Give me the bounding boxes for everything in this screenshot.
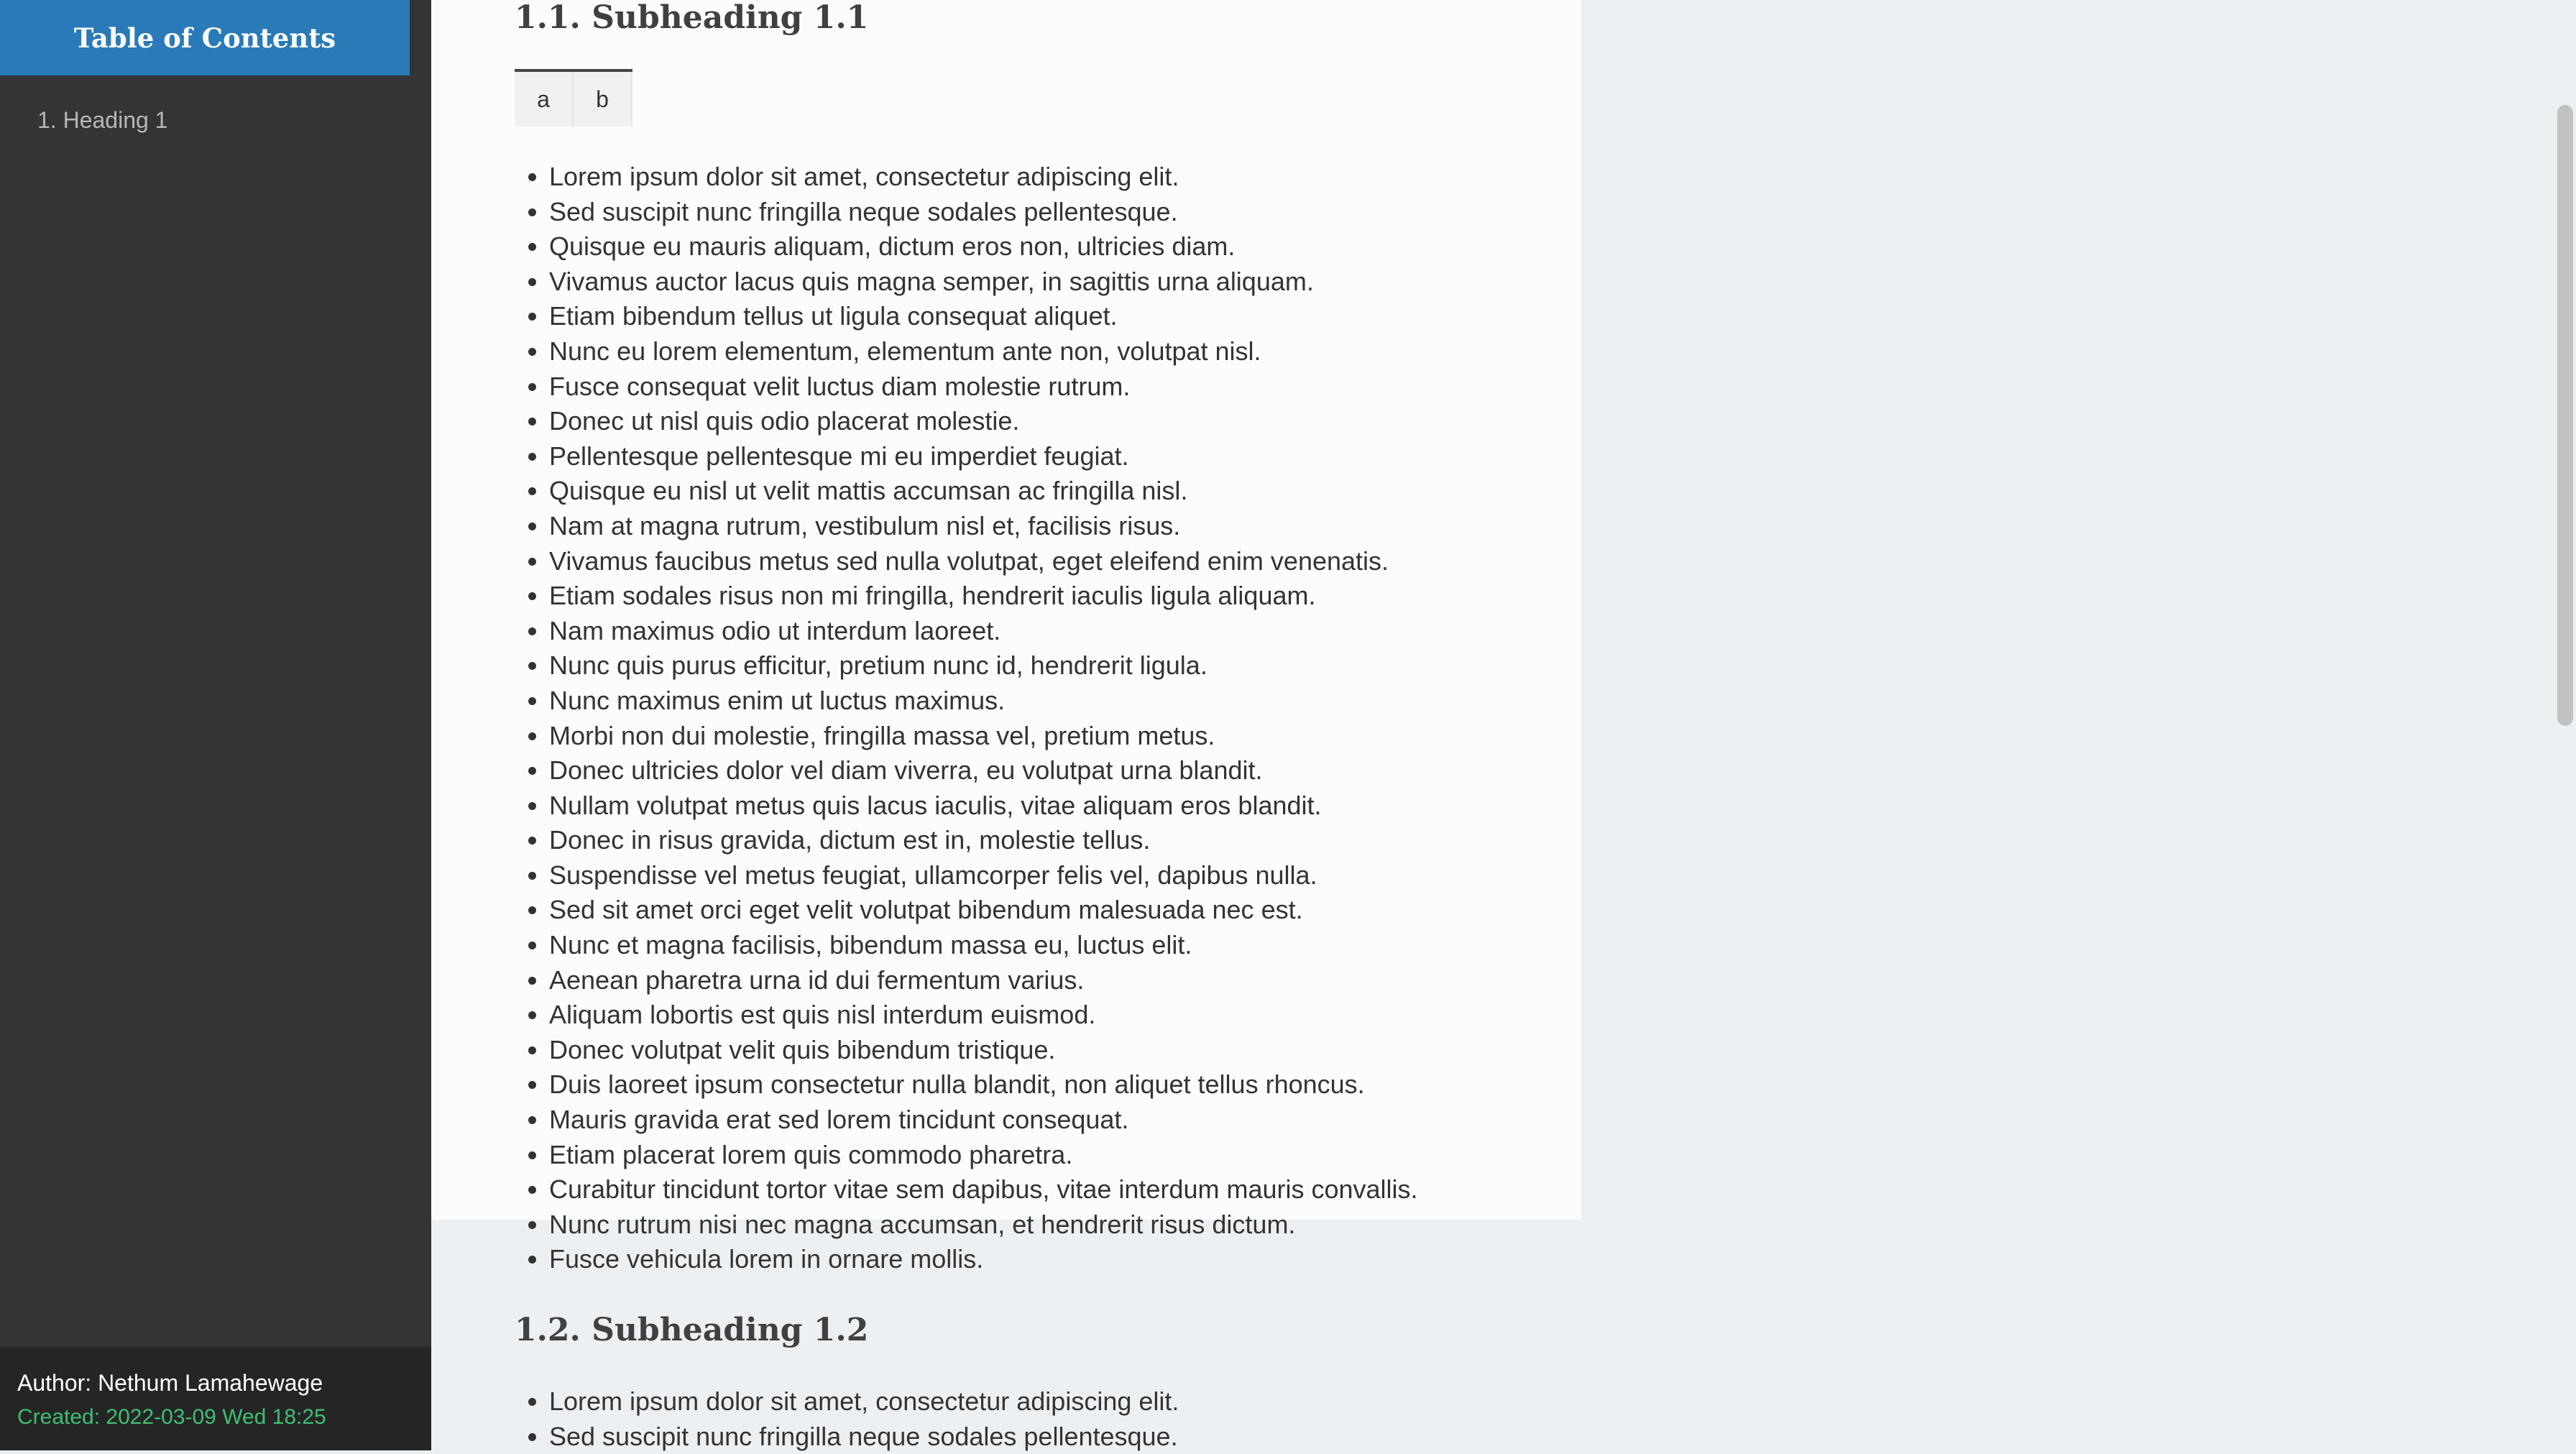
list-item: • Donec in risus gravida, dictum est in, molestie tellus. xyxy=(549,823,1418,858)
sidebar-footer xyxy=(0,1347,431,1450)
list-item: • Lorem ipsum dolor sit amet, consectetur adipiscing elit. xyxy=(549,160,1418,195)
tab-a[interactable]: a xyxy=(515,72,574,126)
scrollbar-thumb[interactable] xyxy=(2557,105,2573,726)
created-date: Created: 2022-03-09 Wed 18:25 xyxy=(17,1405,326,1429)
list-item: • Quisque eu nisl ut velit mattis accumsan ac fringilla nisl. xyxy=(549,474,1418,509)
list-item: • Suspendisse vel metus feugiat, ullamcorper felis vel, dapibus nulla. xyxy=(549,858,1418,893)
tab-bar xyxy=(515,69,632,126)
list-item: • Nullam volutpat metus quis lacus iaculis, vitae aliquam eros blandit. xyxy=(549,788,1418,824)
list-item: • Duis laoreet ipsum consectetur nulla blandit, non aliquet tellus rhoncus. xyxy=(549,1067,1418,1103)
list-item: • Nunc et magna facilisis, bibendum massa eu, luctus elit. xyxy=(549,928,1418,963)
list-item: • Etiam placerat lorem quis commodo pharetra. xyxy=(549,1138,1418,1173)
list-item: • Aliquam lobortis est quis nisl interdum euismod. xyxy=(549,998,1418,1033)
list-item: • Donec ut nisl quis odio placerat molestie. xyxy=(549,404,1418,439)
list-item: • Etiam sodales risus non mi fringilla, hendrerit iaculis ligula aliquam. xyxy=(549,579,1418,614)
bullet-list-2 xyxy=(549,1384,1179,1454)
list-item: • Nam at magna rutrum, vestibulum nisl et, facilisis risus. xyxy=(549,509,1418,544)
toc-list xyxy=(37,104,167,136)
toc-item-heading-1[interactable]: 1. Heading 1 xyxy=(37,107,168,133)
sidebar xyxy=(0,0,431,1450)
list-item: • Mauris gravida erat sed lorem tincidunt consequat. xyxy=(549,1103,1418,1138)
list-item: • Pellentesque pellentesque mi eu imperdiet feugiat. xyxy=(549,439,1418,474)
list-item: • Sed sit amet orci eget velit volutpat bibendum malesuada nec est. xyxy=(549,893,1418,928)
list-item: • Fusce vehicula lorem in ornare mollis. xyxy=(549,1242,1418,1277)
list-item: • Aenean pharetra urna id dui fermentum varius. xyxy=(549,963,1418,998)
author: Author: Nethum Lamahewage xyxy=(17,1370,323,1396)
list-item: • Quisque eu mauris aliquam, dictum eros non, ultricies diam. xyxy=(549,229,1418,264)
list-item: • Etiam bibendum tellus ut ligula consequat aliquet. xyxy=(549,299,1418,334)
toc-title: Table of Contents xyxy=(0,0,410,75)
list-item: • Nunc maximus enim ut luctus maximus. xyxy=(549,684,1418,719)
list-item: • Morbi non dui molestie, fringilla massa vel, pretium metus. xyxy=(549,719,1418,754)
list-item: • Nunc rutrum nisi nec magna accumsan, et hendrerit risus dictum. xyxy=(549,1207,1418,1243)
list-item: • Nunc eu lorem elementum, elementum ante non, volutpat nisl. xyxy=(549,334,1418,369)
list-item: • Donec volutpat velit quis bibendum tristique. xyxy=(549,1033,1418,1068)
list-item: • Donec ultricies dolor vel diam viverra, eu volutpat urna blandit. xyxy=(549,753,1418,788)
list-item: • Sed suscipit nunc fringilla neque sodales pellentesque. xyxy=(549,1420,1179,1454)
subheading-1-1: 1.1. Subheading 1.1 xyxy=(515,0,869,36)
list-item: • Curabitur tincidunt tortor vitae sem dapibus, vitae interdum mauris convallis. xyxy=(549,1172,1418,1207)
list-item: • Vivamus faucibus metus sed nulla volutpat, eget eleifend enim venenatis. xyxy=(549,544,1418,579)
list-item: • Lorem ipsum dolor sit amet, consectetur adipiscing elit. xyxy=(549,1384,1179,1420)
bullet-list-1 xyxy=(549,160,1418,1277)
list-item: • Nam maximus odio ut interdum laoreet. xyxy=(549,614,1418,649)
list-item: • Vivamus auctor lacus quis magna semper, in sagittis urna aliquam. xyxy=(549,264,1418,300)
list-item: • Nunc quis purus efficitur, pretium nunc id, hendrerit ligula. xyxy=(549,648,1418,684)
list-item: • Sed suscipit nunc fringilla neque sodales pellentesque. xyxy=(549,195,1418,230)
list-item: • Fusce consequat velit luctus diam molestie rutrum. xyxy=(549,369,1418,405)
tab-b[interactable]: b xyxy=(574,72,632,126)
subheading-1-2: 1.2. Subheading 1.2 xyxy=(515,1312,869,1348)
